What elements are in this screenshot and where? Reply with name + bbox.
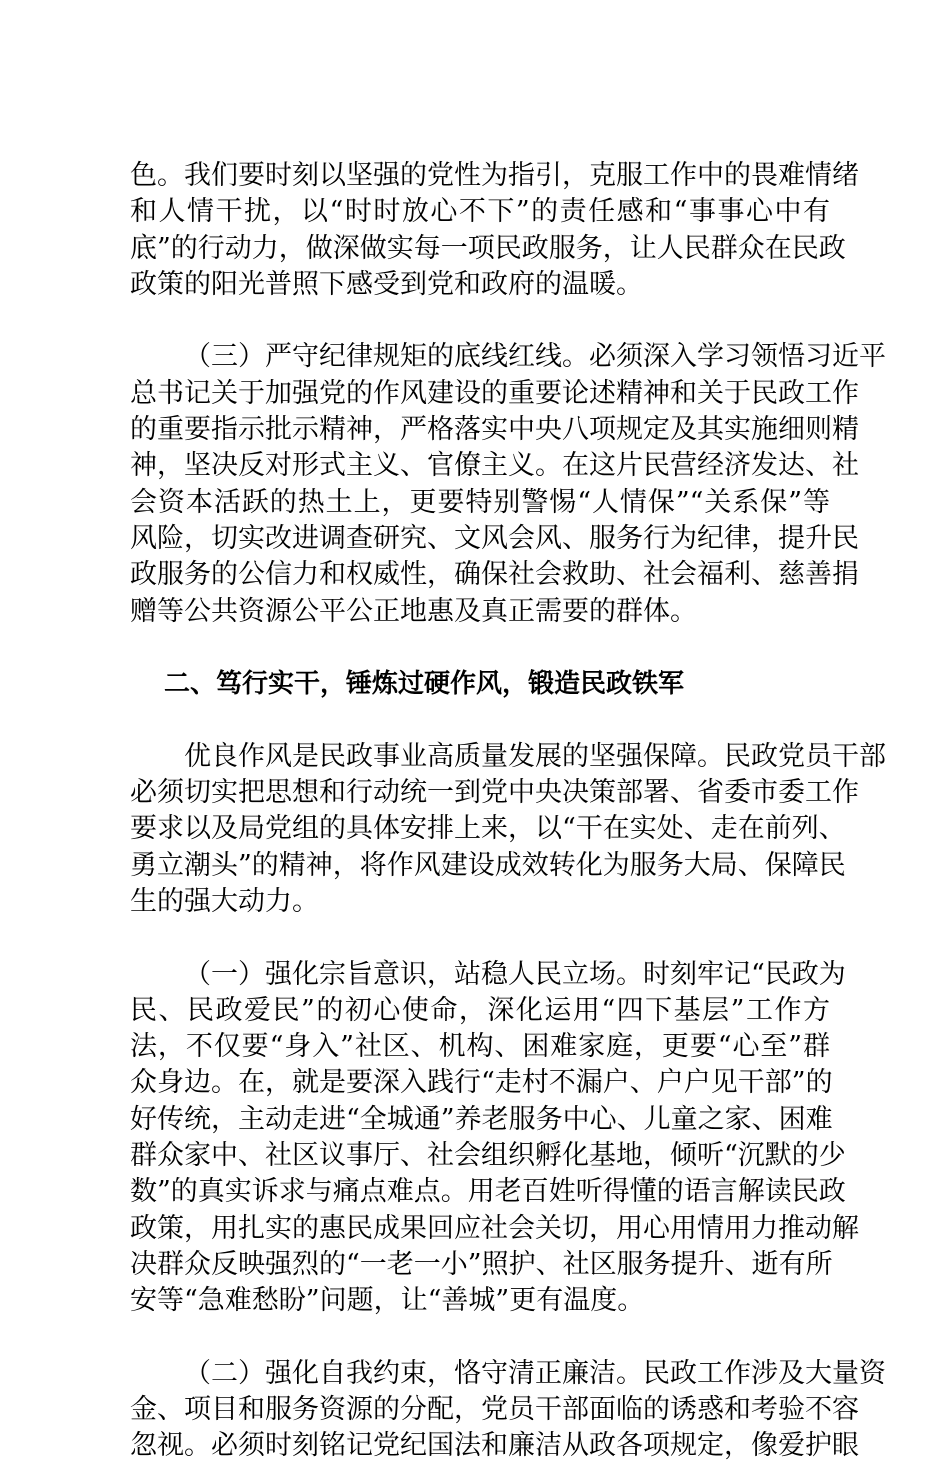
heading-text: 二、笃行实干，锤炼过硬作风，锻造民政铁军 xyxy=(164,669,685,700)
text-line: 政服务的公信力和权威性，确保社会救助、社会福利、慈善捐 xyxy=(130,559,859,591)
text-line: 色。我们要时刻以坚强的党性为指引，克服工作中的畏难情绪 xyxy=(130,160,859,191)
text-line: 民、民政爱民”的初心使命，深化运用“四下基层”工作方 xyxy=(130,994,830,1026)
text-line: 好传统，主动走进“全城通”养老服务中心、儿童之家、困难 xyxy=(130,1103,833,1135)
text-line: 数”的真实诉求与痛点难点。用老百姓听得懂的语言解读民政 xyxy=(130,1176,846,1208)
text-line: （一）强化宗旨意识，站稳人民立场。时刻牢记“民政为 xyxy=(184,958,846,990)
text-line: 法，不仅要“身入”社区、机构、困难家庭，更要“心至”群 xyxy=(130,1031,830,1063)
text-line: 群众家中、社区议事厅、社会组织孵化基地，倾听“沉默的少 xyxy=(130,1140,846,1172)
paragraph-style-guarantee xyxy=(130,739,886,920)
paragraph-discipline xyxy=(130,339,886,629)
text-line: 神，坚决反对形式主义、官僚主义。在这片民营经济发达、社 xyxy=(130,450,859,482)
text-line: 和人情干扰，以“时时放心不下”的责任感和“事事心中有 xyxy=(130,196,830,228)
text-line: 政策的阳光普照下感受到党和政府的温暖。 xyxy=(130,268,643,300)
text-line: 总书记关于加强党的作风建设的重要论述精神和关于民政工作 xyxy=(130,377,859,409)
text-line: 会资本活跃的热土上，更要特别警惕“人情保”“关系保”等 xyxy=(130,486,830,518)
paragraph-self-discipline xyxy=(130,1356,886,1465)
text-line: 必须切实把思想和行动统一到党中央决策部署、省委市委工作 xyxy=(130,777,859,809)
document-page xyxy=(130,158,886,1465)
text-line: 赠等公共资源公平公正地惠及真正需要的群体。 xyxy=(130,595,697,627)
paragraph-continuation xyxy=(130,158,859,303)
text-line: 决群众反映强烈的“一老一小”照护、社区服务提升、逝有所 xyxy=(130,1248,833,1280)
text-line: 底”的行动力，做深做实每一项民政服务，让人民群众在民政 xyxy=(130,232,846,264)
section-heading xyxy=(130,666,830,702)
text-line: 众身边。在，就是要深入践行“走村不漏户、户户见干部”的 xyxy=(130,1067,833,1099)
text-line: 政策，用扎实的惠民成果回应社会关切，用心用情用力推动解 xyxy=(130,1212,859,1244)
text-line: 生的强大动力。 xyxy=(130,885,319,917)
text-line: （三）严守纪律规矩的底线红线。必须深入学习领悟习近平 xyxy=(184,341,886,373)
text-line: 勇立潮头”的精神，将作风建设成效转化为服务大局、保障民 xyxy=(130,849,846,881)
text-line: 要求以及局党组的具体安排上来，以“干在实处、走在前列、 xyxy=(130,813,846,845)
text-line: 忽视。必须时刻铭记党纪国法和廉洁从政各项规定，像爱护眼 xyxy=(130,1430,859,1462)
text-line: 金、项目和服务资源的分配，党员干部面临的诱惑和考验不容 xyxy=(130,1394,859,1426)
paragraph-purpose xyxy=(130,957,859,1320)
text-line: 风险，切实改进调查研究、文风会风、服务行为纪律，提升民 xyxy=(130,522,859,554)
text-line: 的重要指示批示精神，严格落实中央八项规定及其实施细则精 xyxy=(130,414,859,446)
text-line: 安等“急难愁盼”问题，让“善城”更有温度。 xyxy=(130,1285,645,1317)
text-line: （二）强化自我约束，恪守清正廉洁。民政工作涉及大量资 xyxy=(184,1357,886,1389)
text-line: 优良作风是民政事业高质量发展的坚强保障。民政党员干部 xyxy=(184,740,886,772)
